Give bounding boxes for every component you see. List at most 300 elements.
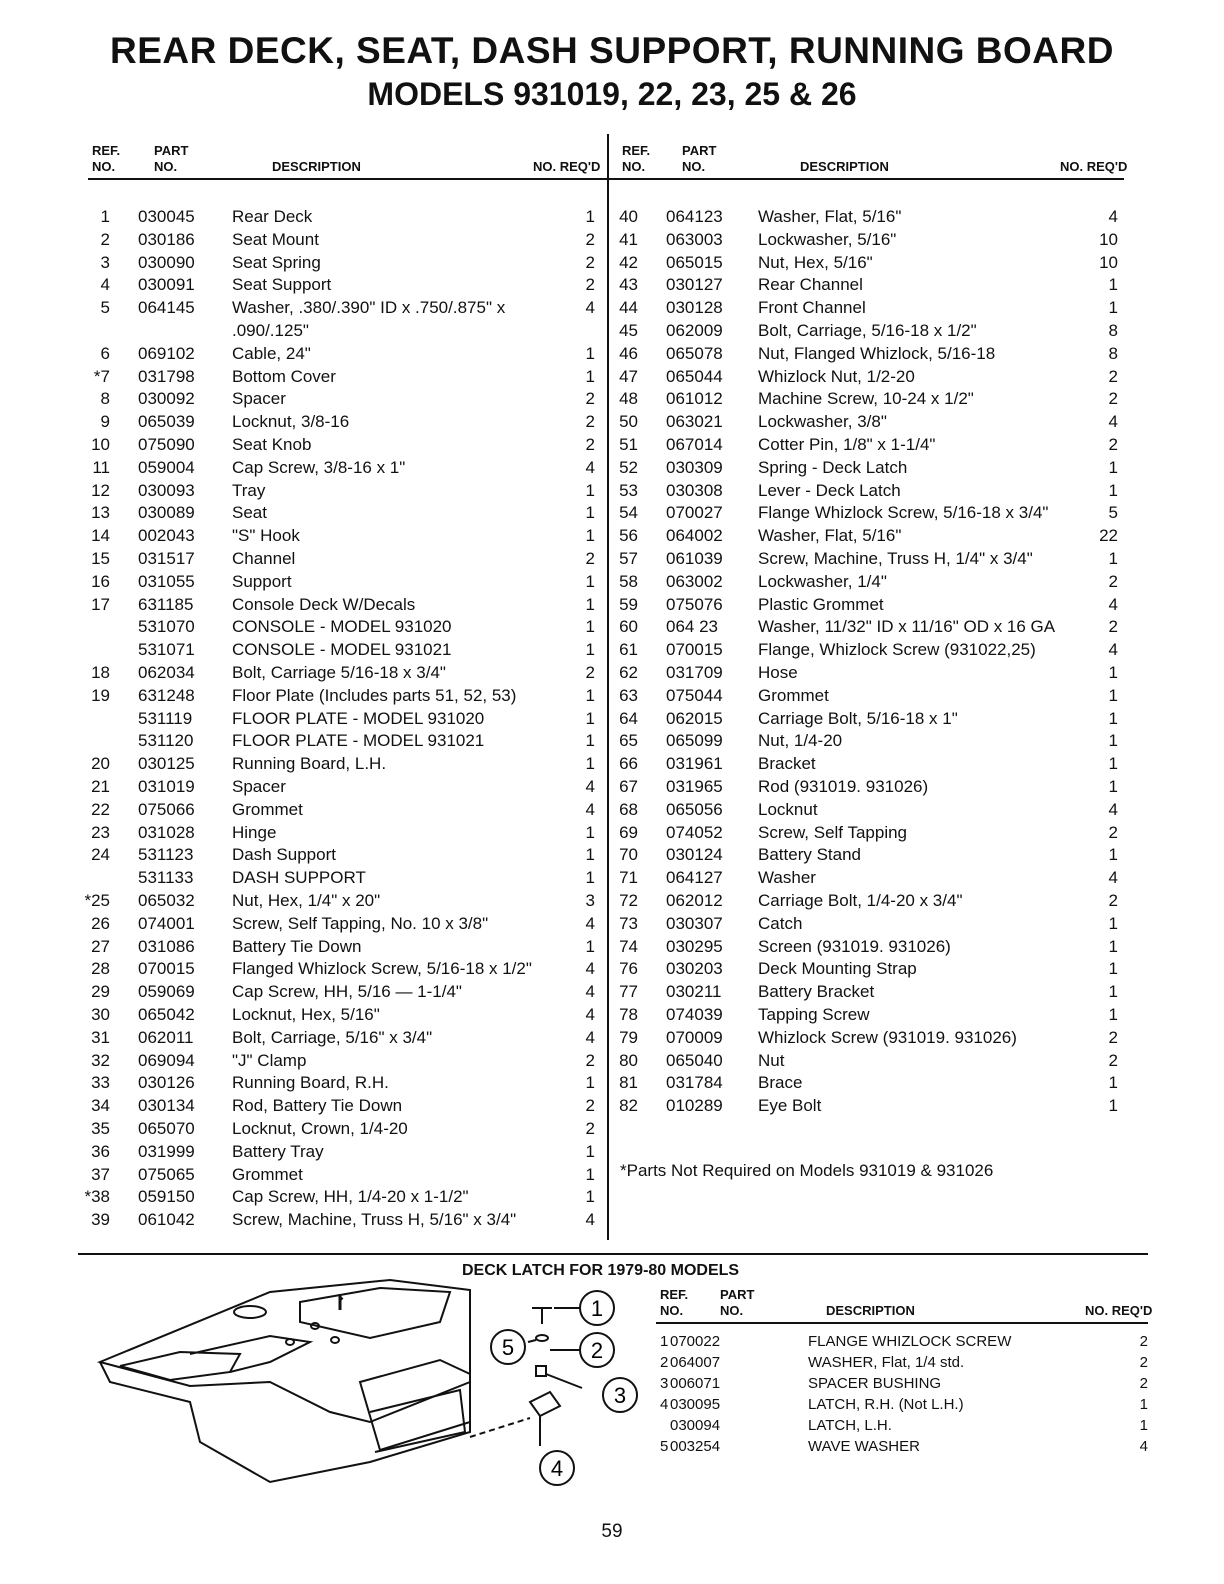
description-cell: Flange, Whizlock Screw (931022,25) xyxy=(758,640,1036,660)
quantity-cell: 4 xyxy=(1108,640,1118,660)
quantity-cell: 1 xyxy=(1108,845,1118,865)
part-number-cell: 063003 xyxy=(666,229,723,249)
header-ref: REF. NO. xyxy=(92,143,121,174)
ref-cell: 58 xyxy=(619,571,638,591)
latch-header-part: PART NO. xyxy=(720,1287,755,1318)
ref-cell: 47 xyxy=(619,366,638,386)
latch-ref-cell: 2 xyxy=(660,1354,669,1371)
description-cell: Channel xyxy=(232,549,296,568)
quantity-cell: 1 xyxy=(1108,480,1118,500)
quantity-cell: 4 xyxy=(585,298,595,318)
description-cell: Screw, Self Tapping xyxy=(758,822,907,842)
ref-cell: 39 xyxy=(91,1210,110,1230)
description-cell: Cap Screw, HH, 5/16 — 1-1/4" xyxy=(232,982,462,1002)
table-row xyxy=(586,481,1118,504)
latch-part-cell: 064007 xyxy=(670,1354,721,1371)
description-cell: Seat Support xyxy=(232,275,332,295)
table-row xyxy=(586,389,1118,412)
table-row xyxy=(586,823,1118,846)
ref-cell: 36 xyxy=(91,1141,110,1161)
quantity-cell: 4 xyxy=(585,1210,595,1230)
latch-part-cell: 030095 xyxy=(670,1396,721,1413)
header-qty: NO. REQ'D xyxy=(533,159,601,174)
part-number-cell: 065040 xyxy=(666,1050,723,1070)
table-row xyxy=(58,344,595,367)
quantity-cell: 4 xyxy=(585,913,595,933)
quantity-cell: 1 xyxy=(585,822,595,842)
part-number-cell: 531071 xyxy=(138,640,195,660)
ref-cell: 26 xyxy=(91,913,110,933)
table-row xyxy=(58,891,595,914)
part-number-cell: 031028 xyxy=(138,822,195,842)
ref-cell: 31 xyxy=(91,1027,110,1047)
rear-deck-illustration xyxy=(70,1262,650,1502)
ref-cell: 32 xyxy=(91,1050,110,1070)
quantity-cell: 1 xyxy=(585,640,595,660)
quantity-cell: 2 xyxy=(585,663,595,682)
callout-label: 4 xyxy=(550,1456,564,1481)
description-cell: Support xyxy=(232,571,292,591)
quantity-cell: 2 xyxy=(585,389,595,409)
ref-cell: *7 xyxy=(93,366,110,386)
table-row xyxy=(58,595,595,618)
table-row xyxy=(586,891,1118,914)
part-number-cell: 074039 xyxy=(666,1005,723,1024)
table-row xyxy=(58,1028,595,1051)
table-row xyxy=(58,572,595,595)
part-number-cell: 031086 xyxy=(138,936,195,956)
deck-latch-title: DECK LATCH FOR 1979-80 MODELS xyxy=(462,1262,740,1279)
table-row xyxy=(586,1096,1118,1119)
description-cell: Battery Stand xyxy=(758,845,862,865)
part-number-cell: 531119 xyxy=(138,708,193,728)
table-row xyxy=(58,412,595,435)
ref-cell: 28 xyxy=(91,959,110,979)
description-cell: Cap Screw, 3/8-16 x 1" xyxy=(232,457,406,477)
ref-cell: 13 xyxy=(91,503,110,523)
part-number-cell: 059069 xyxy=(138,982,195,1002)
header-ref-right: REF. NO. xyxy=(622,143,651,174)
table-row xyxy=(586,982,1118,1005)
ref-cell: 33 xyxy=(91,1073,110,1093)
description-cell: FLOOR PLATE - MODEL 931020 xyxy=(232,708,485,728)
ref-cell: 69 xyxy=(619,822,638,842)
ref-cell: 20 xyxy=(91,754,110,774)
table-row xyxy=(58,800,595,823)
latch-description-cell: WASHER, Flat, 1/4 std. xyxy=(808,1354,965,1371)
quantity-cell: 1 xyxy=(585,1164,595,1184)
quantity-cell: 2 xyxy=(1108,617,1118,637)
quantity-cell: 2 xyxy=(1108,1050,1118,1070)
table-row xyxy=(586,800,1118,823)
latch-table-row xyxy=(656,1396,1148,1417)
table-row xyxy=(58,1210,595,1233)
table-row xyxy=(58,1187,595,1210)
part-number-cell: 062011 xyxy=(138,1027,194,1047)
part-number-cell: 031999 xyxy=(138,1141,195,1161)
description-cell: Nut, 1/4-20 xyxy=(758,731,843,751)
quantity-cell: 1 xyxy=(585,1073,595,1093)
latch-table-row xyxy=(656,1333,1148,1354)
callout-label: 2 xyxy=(590,1338,604,1363)
quantity-cell: 1 xyxy=(1108,708,1118,728)
part-number-cell: 031019 xyxy=(138,777,195,796)
table-row xyxy=(586,458,1118,481)
table-row xyxy=(586,549,1118,572)
table-row xyxy=(58,549,595,572)
ref-cell: 45 xyxy=(619,321,638,340)
part-number-cell: 030186 xyxy=(138,229,195,249)
description-cell: Rear Deck xyxy=(232,207,313,226)
ref-cell: *38 xyxy=(84,1187,110,1207)
quantity-cell: 1 xyxy=(1108,913,1118,933)
part-number-cell: 074001 xyxy=(138,913,195,933)
ref-cell: 64 xyxy=(619,708,638,728)
table-row xyxy=(586,435,1118,458)
table-row xyxy=(586,1005,1118,1028)
description-cell: "S" Hook xyxy=(232,526,300,546)
part-number-cell: 030128 xyxy=(666,298,723,318)
description-cell: Plastic Grommet xyxy=(758,594,884,614)
part-number-cell: 030203 xyxy=(666,959,723,979)
part-number-cell: 531123 xyxy=(138,845,194,865)
part-number-cell: 075090 xyxy=(138,435,195,454)
latch-header-qty: NO. REQ'D xyxy=(1085,1303,1153,1318)
ref-cell: 27 xyxy=(91,936,110,956)
part-number-cell: 030090 xyxy=(138,252,195,272)
description-cell: Machine Screw, 10-24 x 1/2" xyxy=(758,389,974,409)
table-row xyxy=(586,1051,1118,1074)
latch-ref-cell: 3 xyxy=(660,1375,669,1392)
description-cell: Nut, Hex, 1/4" x 20" xyxy=(232,891,381,910)
part-number-cell: 030308 xyxy=(666,480,723,500)
part-number-cell: 010289 xyxy=(666,1096,723,1116)
part-number-cell: 075044 xyxy=(666,685,723,705)
ref-cell: 63 xyxy=(619,685,638,705)
part-number-cell: 064145 xyxy=(138,298,195,318)
ref-cell: 72 xyxy=(619,891,638,910)
table-row xyxy=(58,481,595,504)
table-row xyxy=(586,230,1118,253)
ref-cell: 53 xyxy=(619,480,638,500)
quantity-cell: 2 xyxy=(585,275,595,295)
part-number-cell: 065039 xyxy=(138,412,195,432)
quantity-cell: 4 xyxy=(585,1027,595,1047)
part-number-cell: 065078 xyxy=(666,343,723,363)
latch-table-row xyxy=(656,1354,1148,1375)
description-cell: Rear Channel xyxy=(758,275,863,295)
description-cell: Spring - Deck Latch xyxy=(758,457,908,477)
part-number-cell: 070027 xyxy=(666,503,723,523)
description-cell: Nut, Flanged Whizlock, 5/16-18 xyxy=(758,343,996,363)
ref-cell: 52 xyxy=(619,457,638,477)
header-part-right: PART NO. xyxy=(682,143,717,174)
part-number-cell: 069094 xyxy=(138,1050,195,1070)
table-row xyxy=(586,367,1118,390)
part-number-cell: 031961 xyxy=(666,754,723,774)
description-cell: Seat Knob xyxy=(232,435,312,454)
table-row xyxy=(58,253,595,276)
description-cell: Running Board, R.H. xyxy=(232,1073,389,1093)
part-number-cell: 063021 xyxy=(666,412,723,432)
table-row xyxy=(586,754,1118,777)
quantity-cell: 1 xyxy=(585,594,595,614)
latch-table-row xyxy=(656,1375,1148,1396)
table-row xyxy=(58,367,595,390)
description-cell: Battery Tie Down xyxy=(232,936,362,956)
ref-cell: 12 xyxy=(91,480,110,500)
part-number-cell: 062015 xyxy=(666,708,723,728)
description-cell: Hose xyxy=(758,663,798,682)
quantity-cell: 1 xyxy=(585,731,595,751)
description-cell: Spacer xyxy=(232,777,286,796)
part-number-cell: 061042 xyxy=(138,1210,195,1230)
quantity-cell: 4 xyxy=(585,1005,595,1024)
table-row xyxy=(58,982,595,1005)
quantity-cell: 4 xyxy=(585,982,595,1002)
part-number-cell: 065032 xyxy=(138,891,195,910)
quantity-cell: 10 xyxy=(1099,252,1118,272)
part-number-cell: 059150 xyxy=(138,1187,195,1207)
ref-cell: 42 xyxy=(619,252,638,272)
part-number-cell: 030134 xyxy=(138,1096,195,1116)
quantity-cell: 4 xyxy=(585,457,595,477)
description-cell: Seat xyxy=(232,503,267,523)
ref-cell: 61 xyxy=(619,640,638,660)
part-number-cell: 031517 xyxy=(138,549,195,568)
quantity-cell: 4 xyxy=(1108,799,1118,819)
part-number-cell: 030127 xyxy=(666,275,723,295)
description-cell: Bottom Cover xyxy=(232,366,336,386)
description-cell: Whizlock Screw (931019. 931026) xyxy=(758,1027,1017,1047)
description-cell: Carriage Bolt, 5/16-18 x 1" xyxy=(758,708,958,728)
latch-ref-cell: 4 xyxy=(660,1396,669,1413)
deck-drawing xyxy=(100,1280,530,1482)
table-row xyxy=(58,298,595,321)
part-number-cell: 065099 xyxy=(666,731,723,751)
table-row xyxy=(586,275,1118,298)
quantity-cell: 1 xyxy=(1108,1005,1118,1024)
part-number-cell: 075066 xyxy=(138,799,195,819)
description-cell: Cotter Pin, 1/8" x 1-1/4" xyxy=(758,435,936,454)
table-row xyxy=(58,709,595,732)
ref-cell: 16 xyxy=(91,571,110,591)
quantity-cell: 1 xyxy=(585,685,595,705)
part-number-cell: 030309 xyxy=(666,457,723,477)
ref-cell: 40 xyxy=(619,207,638,226)
description-cell: Flanged Whizlock Screw, 5/16-18 x 1/2" xyxy=(232,959,532,979)
description-cell: Deck Mounting Strap xyxy=(758,959,917,979)
part-number-cell: 059004 xyxy=(138,457,195,477)
latch-ref-cell: 5 xyxy=(660,1438,669,1455)
quantity-cell: 2 xyxy=(585,1119,595,1138)
part-number-cell: 031965 xyxy=(666,777,723,796)
ref-cell: 81 xyxy=(619,1073,638,1093)
part-number-cell: 064123 xyxy=(666,207,723,226)
table-row xyxy=(586,686,1118,709)
description-cell: Cable, 24" xyxy=(232,343,311,363)
table-row xyxy=(586,709,1118,732)
description-cell: Carriage Bolt, 1/4-20 x 3/4" xyxy=(758,891,963,910)
ref-cell: 62 xyxy=(619,663,638,682)
callout-label: 5 xyxy=(501,1335,515,1360)
table-row xyxy=(586,412,1118,435)
description-cell: Flange Whizlock Screw, 5/16-18 x 3/4" xyxy=(758,503,1049,523)
table-row xyxy=(58,1051,595,1074)
part-number-cell: 064127 xyxy=(666,868,723,888)
quantity-cell: 2 xyxy=(1108,366,1118,386)
table-row xyxy=(586,731,1118,754)
part-number-cell: 030307 xyxy=(666,913,723,933)
part-number-cell: 031055 xyxy=(138,571,195,591)
part-number-cell: 064 23 xyxy=(666,617,718,637)
latch-description-cell: WAVE WASHER xyxy=(808,1438,920,1455)
ref-cell: 78 xyxy=(619,1005,638,1024)
description-cell: DASH SUPPORT xyxy=(232,868,366,888)
description-cell: Battery Bracket xyxy=(758,982,875,1002)
description-cell: Nut xyxy=(758,1050,785,1070)
part-number-cell: 070015 xyxy=(666,640,723,660)
table-row xyxy=(58,914,595,937)
latch-description-cell: SPACER BUSHING xyxy=(808,1375,942,1392)
part-number-cell: 061012 xyxy=(666,389,723,409)
description-cell: Running Board, L.H. xyxy=(232,754,387,774)
ref-cell: 82 xyxy=(619,1096,638,1116)
ref-cell: 79 xyxy=(619,1027,638,1047)
part-number-cell: 065015 xyxy=(666,252,723,272)
ref-cell: 44 xyxy=(619,298,638,318)
part-number-cell: 075065 xyxy=(138,1164,195,1184)
description-cell: Locknut, 3/8-16 xyxy=(232,412,350,432)
table-row xyxy=(58,640,595,663)
quantity-cell: 1 xyxy=(1108,936,1118,956)
latch-quantity-cell: 1 xyxy=(1139,1417,1148,1434)
header-description-right: DESCRIPTION xyxy=(800,159,889,174)
table-row xyxy=(586,207,1118,230)
part-number-cell: 030211 xyxy=(666,982,722,1002)
quantity-cell: 1 xyxy=(585,754,595,774)
table-row xyxy=(58,868,595,891)
latch-description-cell: LATCH, L.H. xyxy=(808,1417,892,1434)
ref-cell: 77 xyxy=(619,982,638,1002)
description-cell: Bracket xyxy=(758,754,816,774)
quantity-cell: 10 xyxy=(1099,229,1118,249)
part-number-cell: 030089 xyxy=(138,503,195,523)
ref-cell: 43 xyxy=(619,275,638,295)
description-cell: CONSOLE - MODEL 931021 xyxy=(232,640,452,660)
latch-header-rule xyxy=(656,1322,1148,1324)
quantity-cell: 1 xyxy=(1108,754,1118,774)
quantity-cell: 5 xyxy=(1108,503,1118,523)
table-row xyxy=(58,1096,595,1119)
part-number-cell: 031784 xyxy=(666,1073,723,1093)
quantity-cell: 1 xyxy=(585,1141,595,1161)
ref-cell: 15 xyxy=(91,549,110,568)
quantity-cell: 22 xyxy=(1099,526,1118,546)
description-cell: Locknut, Hex, 5/16" xyxy=(232,1005,380,1024)
ref-cell: 1 xyxy=(100,207,110,226)
part-number-cell: 065070 xyxy=(138,1119,195,1138)
table-row xyxy=(586,1073,1118,1096)
latch-quantity-cell: 2 xyxy=(1139,1333,1148,1350)
ref-cell: 3 xyxy=(100,252,110,272)
part-number-cell: 030124 xyxy=(666,845,723,865)
table-row xyxy=(58,663,595,686)
ref-cell: 66 xyxy=(619,754,638,774)
quantity-cell: 1 xyxy=(1108,685,1118,705)
quantity-cell: 1 xyxy=(585,708,595,728)
description-cell: Battery Tray xyxy=(232,1141,324,1161)
ref-cell: 6 xyxy=(100,343,110,363)
quantity-cell: 2 xyxy=(1108,571,1118,591)
description-cell: Dash Support xyxy=(232,845,336,865)
quantity-cell: 2 xyxy=(585,252,595,272)
part-number-cell: 030295 xyxy=(666,936,723,956)
ref-cell: 35 xyxy=(91,1119,110,1138)
quantity-cell: 4 xyxy=(1108,412,1118,432)
latch-quantity-cell: 1 xyxy=(1139,1396,1148,1413)
part-number-cell: 030126 xyxy=(138,1073,195,1093)
header-rule xyxy=(88,178,1124,180)
part-number-cell: 531120 xyxy=(138,731,194,751)
description-cell: Console Deck W/Decals xyxy=(232,594,416,614)
description-cell: Lockwasher, 5/16" xyxy=(758,229,897,249)
part-number-cell: 065056 xyxy=(666,799,723,819)
table-row xyxy=(58,731,595,754)
ref-cell: 10 xyxy=(91,435,110,454)
table-row xyxy=(586,617,1118,640)
description-cell: Locknut xyxy=(758,799,818,819)
ref-cell: 68 xyxy=(619,799,638,819)
table-row xyxy=(58,435,595,458)
quantity-cell: 1 xyxy=(585,571,595,591)
table-row xyxy=(58,1073,595,1096)
ref-cell: 76 xyxy=(619,959,638,979)
description-cell: Bolt, Carriage 5/16-18 x 3/4" xyxy=(232,663,446,682)
part-number-cell: 030093 xyxy=(138,480,195,500)
table-row xyxy=(58,389,595,412)
description-cell: FLOOR PLATE - MODEL 931021 xyxy=(232,731,485,751)
table-row xyxy=(586,777,1118,800)
quantity-cell: 1 xyxy=(1108,275,1118,295)
latch-ref-cell: 1 xyxy=(660,1333,669,1350)
latch-part-cell: 003254 xyxy=(670,1438,721,1455)
description-cell: Screen (931019. 931026) xyxy=(758,936,951,956)
latch-description-cell: FLANGE WHIZLOCK SCREW xyxy=(808,1333,1012,1350)
ref-cell: 30 xyxy=(91,1005,110,1024)
part-number-cell: 631248 xyxy=(138,685,195,705)
latch-part-cell: 030094 xyxy=(670,1417,721,1434)
quantity-cell: 1 xyxy=(1108,731,1118,751)
quantity-cell: 1 xyxy=(1108,1096,1118,1116)
quantity-cell: 1 xyxy=(585,617,595,637)
ref-cell: 17 xyxy=(91,594,110,614)
latch-quantity-cell: 2 xyxy=(1139,1354,1148,1371)
quantity-cell: 8 xyxy=(1108,321,1118,340)
table-row xyxy=(586,937,1118,960)
ref-cell: 34 xyxy=(91,1096,110,1116)
description-cell: Tray xyxy=(232,480,266,500)
part-number-cell: 030125 xyxy=(138,754,195,774)
part-number-cell: 064002 xyxy=(666,526,723,546)
quantity-cell: 2 xyxy=(1108,822,1118,842)
table-row xyxy=(586,914,1118,937)
page-number: 59 xyxy=(601,1521,623,1542)
ref-cell: 11 xyxy=(92,457,110,477)
ref-cell: 24 xyxy=(91,845,110,865)
latch-header-ref: REF. NO. xyxy=(660,1287,689,1318)
description-cell: Seat Spring xyxy=(232,252,321,272)
